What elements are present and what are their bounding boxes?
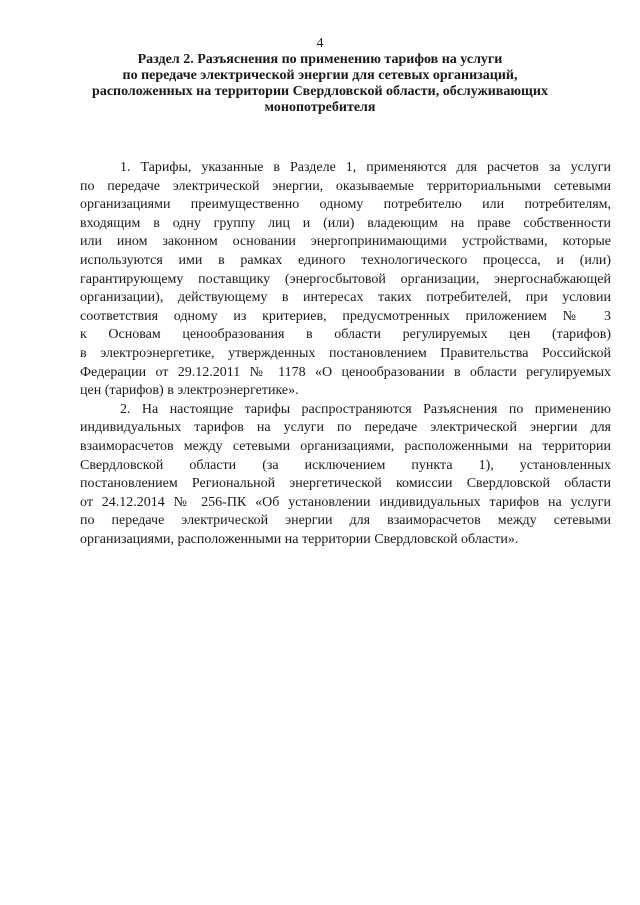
paragraph-2 bbox=[80, 401, 611, 550]
text-line: цен (тарифов) в электроэнергетике». bbox=[80, 383, 299, 399]
text-line: по передаче электрической энергии для взаиморасчетов между сетевыми bbox=[80, 513, 611, 529]
text-line: используются ими в рамках единого технологического процесса, и (или) bbox=[80, 252, 611, 268]
text-line: постановлением Региональной энергетической комиссии Свердловской области bbox=[80, 476, 611, 492]
text-line: от 24.12.2014 № 256-ПК «Об установлении индивидуальных тарифов на услуги bbox=[80, 494, 611, 510]
text-line: организациями преимущественно одному потребителю или потребителям, bbox=[80, 197, 611, 213]
paragraph-1 bbox=[80, 159, 611, 401]
heading-line: Раздел 2. Разъяснения по применению тарифов на услуги bbox=[137, 52, 503, 67]
text-line: 1. Тарифы, указанные в Разделе 1, применяются для расчетов за услуги bbox=[120, 160, 611, 175]
text-line: входящим в одну группу лиц и (или) владеющим на праве собственности bbox=[80, 215, 611, 231]
body-text bbox=[80, 159, 611, 549]
heading-line: по передаче электрической энергии для сетевых организаций, bbox=[122, 68, 518, 83]
section-heading bbox=[80, 52, 560, 116]
text-line: или ином законном основании энергопринимающими устройствами, которые bbox=[80, 234, 611, 250]
page-number: 4 bbox=[316, 36, 324, 51]
text-line: Свердловской области (за исключением пункта 1), установленных bbox=[80, 457, 611, 473]
text-line: по передаче электрической энергии, оказываемые территориальными сетевыми bbox=[80, 178, 611, 194]
text-line: соответствия одному из критериев, предусмотренных приложением № 3 bbox=[80, 308, 611, 324]
text-line: Федерации от 29.12.2011 № 1178 «О ценообразовании в области регулируемых bbox=[80, 364, 611, 380]
text-line: организациями, расположенными на территории Свердловской области». bbox=[80, 531, 519, 547]
text-line: взаиморасчетов между сетевыми организациями, расположенными на территории bbox=[80, 438, 611, 454]
text-line: к Основам ценообразования в области регулируемых цен (тарифов) bbox=[80, 327, 611, 343]
text-line: гарантирующему поставщику (энергосбытовой организации, энергоснабжающей bbox=[80, 271, 611, 287]
text-line: в электроэнергетике, утвержденных постановлением Правительства Российской bbox=[80, 345, 611, 361]
heading-line: монопотребителя bbox=[264, 100, 376, 115]
text-line: организации), действующему в интересах таких потребителей, при условии bbox=[80, 290, 611, 306]
heading-line: расположенных на территории Свердловской области, обслуживающих bbox=[92, 84, 548, 99]
text-line: 2. На настоящие тарифы распространяются Разъяснения по применению bbox=[120, 401, 611, 417]
text-line: индивидуальных тарифов на услуги по передаче электрической энергии для bbox=[80, 420, 611, 436]
